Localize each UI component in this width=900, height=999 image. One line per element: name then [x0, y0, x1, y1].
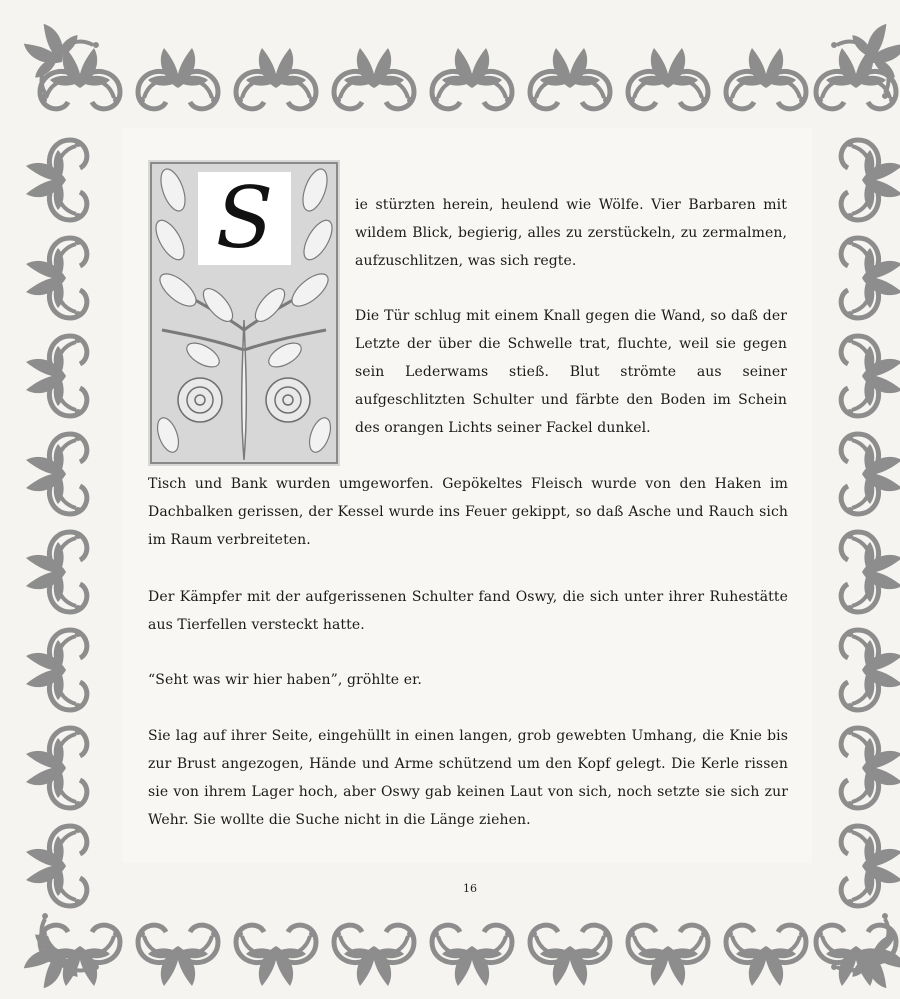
left-border: [26, 140, 87, 906]
right-border: [841, 140, 900, 906]
paragraph-3: Tisch und Bank wurden umgeworfen. Gepökeltes Fleisch wurde von den Haken im Dachbalken gerissen, der Kessel wurde ins Feuer gekippt, so daß Asche und Rauch sich im Raum verbreiteten.: [148, 476, 788, 548]
page-number: 16: [463, 882, 477, 895]
bottom-border: [40, 925, 896, 986]
paragraph-1: ie stürzten herein, heulend wie Wölfe. Vier Barbaren mit wildem Blick, begierig, alles zu zerstückeln, zu zermalmen, aufzuschlitzen, was sich regte.: [355, 197, 787, 269]
drop-cap-letter: S: [198, 172, 291, 265]
paragraph-2: Die Tür schlug mit einem Knall gegen die Wand, so daß der Letzte der über die Schwelle trat, fluchte, weil sie gegen sein Lederwams stieß. Blut strömte aus seiner aufgeschlitzten Schulter und färbte den Boden im Schein des orangen Lichts seiner Fackel dunkel.: [355, 308, 787, 436]
paragraph-6: Sie lag auf ihrer Seite, eingehüllt in einen langen, grob gewebten Umhang, die Knie bis zur Brust angezogen, Hände und Arme schützend um den Kopf gelegt. Die Kerle rissen sie von ihrem Lager hoch, aber Oswy gab keinen Laut von sich, noch setzte sie sich zur Wehr. Sie wollte die Suche nicht in die Länge ziehen.: [148, 728, 788, 828]
top-border: [40, 48, 896, 109]
paragraph-5: “Seht was wir hier haben”, gröhlte er.: [148, 672, 422, 688]
paragraph-4: Der Kämpfer mit der aufgerissenen Schulter fand Oswy, die sich unter ihrer Ruhestätte aus Tierfellen versteckt hatte.: [148, 589, 788, 633]
